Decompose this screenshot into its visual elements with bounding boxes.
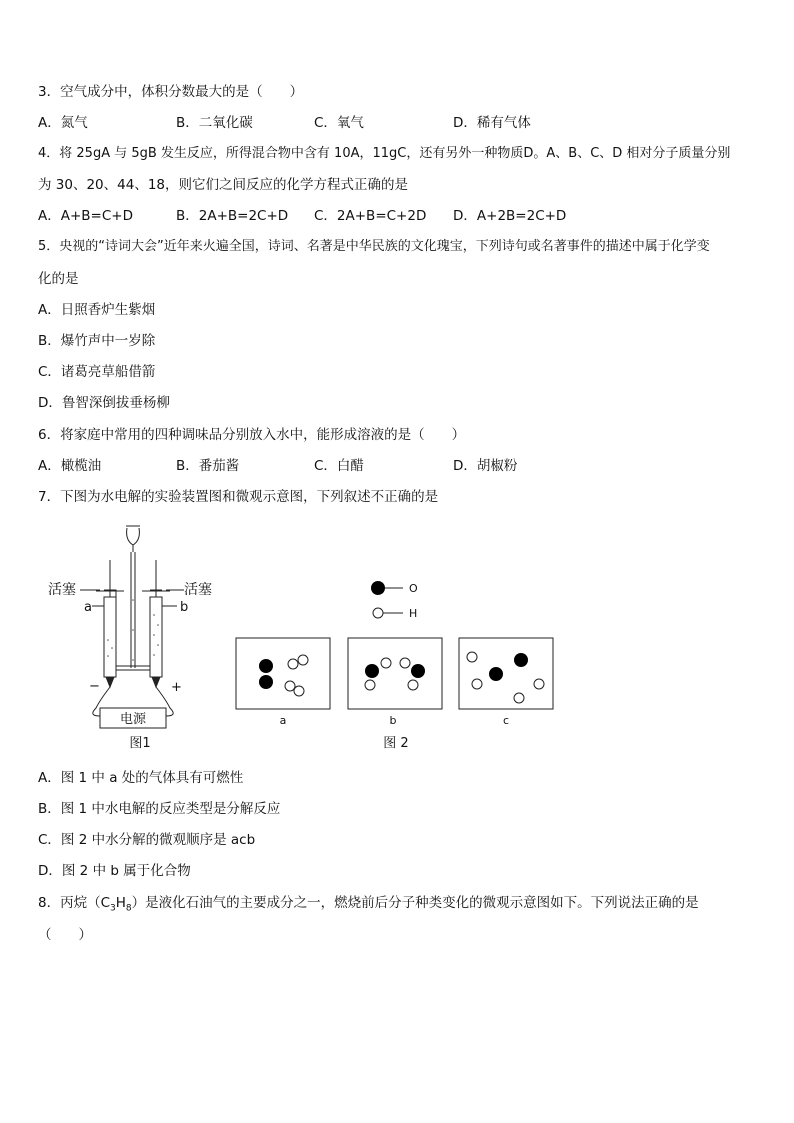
q6-option-d: D．胡椒粉 xyxy=(453,458,518,474)
q3-stem: 3．空气成分中，体积分数最大的是（ ） xyxy=(38,84,304,100)
q4-option-c: C．2A+B=C+2D xyxy=(314,208,427,224)
q4-option-a: A．A+B=C+D xyxy=(38,208,133,224)
oxygen-atom-legend xyxy=(371,581,385,595)
q5-option-a: A．日照香炉生紫烟 xyxy=(38,302,156,318)
q8-subscript-8: 8 xyxy=(125,903,132,914)
q6-stem: 6．将家庭中常用的四种调味品分别放入水中，能形成溶液的是（ ） xyxy=(38,427,466,443)
minus-sign: − xyxy=(89,679,100,694)
figure2-caption: 图 2 xyxy=(383,736,409,751)
q8-stem-suffix: ）是液化石油气的主要成分之一，燃烧前后分子种类变化的微观示意图如下。下列说法正确的是 xyxy=(131,895,699,911)
q6-option-b: B．番茄酱 xyxy=(176,458,240,474)
power-source-label: 电源 xyxy=(119,712,147,727)
box-a-label: a xyxy=(279,714,287,727)
tube-a-label: a xyxy=(84,600,92,615)
q5-stem-line2: 化的是 xyxy=(38,271,79,287)
q8-stem-prefix: 8．丙烷（C xyxy=(38,895,111,911)
q7-stem: 7．下图为水电解的实验装置图和微观示意图，下列叙述不正确的是 xyxy=(38,489,439,505)
q5-option-c: C．诸葛亮草船借箭 xyxy=(38,364,156,380)
q7-option-b: B．图 1 中水电解的反应类型是分解反应 xyxy=(38,801,281,817)
legend-h-label: H xyxy=(409,607,418,620)
q4-stem-line1: 4．将 25gA 与 5gB 发生反应，所得混合物中含有 10A，11gC，还有另外一种物质D。A、B、C、D 相对分子质量分别 xyxy=(38,146,731,161)
q8-stem-line2: （ ） xyxy=(38,927,92,943)
q6-option-a: A．橄榄油 xyxy=(38,458,102,474)
stopcock-left-label: 活塞 xyxy=(48,582,76,598)
box-c-label: c xyxy=(502,714,510,727)
q3-option-a: A．氮气 xyxy=(38,115,88,131)
q7-figures xyxy=(0,520,794,760)
q4-option-d: D．A+2B=2C+D xyxy=(453,208,567,224)
q6-option-c: C．白醋 xyxy=(314,458,364,474)
q7-option-d: D．图 2 中 b 属于化合物 xyxy=(38,863,191,879)
q3-option-d: D．稀有气体 xyxy=(453,115,531,131)
electrolysis-apparatus xyxy=(93,526,173,728)
q5-option-b: B．爆竹声中一岁除 xyxy=(38,333,156,349)
particle-box-b xyxy=(348,638,442,709)
figure1-caption: 图1 xyxy=(129,736,151,751)
q8-stem-line1 xyxy=(38,894,699,918)
q3-option-b: B．二氧化碳 xyxy=(176,115,253,131)
q3-option-c: C．氧气 xyxy=(314,115,364,131)
box-b-label: b xyxy=(389,714,397,727)
legend-o-label: O xyxy=(409,582,418,595)
q5-stem-line1: 5．央视的“诗词大会”近年来火遍全国，诗词、名著是中华民族的文化瑰宝，下列诗句或名著事件的描述中属于化学变 xyxy=(38,239,710,254)
tube-b-label: b xyxy=(180,600,189,615)
q7-option-a: A．图 1 中 a 处的气体具有可燃性 xyxy=(38,770,244,786)
q8-subscript-3: 3 xyxy=(110,903,116,914)
q4-stem-line2: 为 30、20、44、18，则它们之间反应的化学方程式正确的是 xyxy=(38,177,409,193)
stopcock-right-label: 活塞 xyxy=(184,582,212,598)
q5-option-d: D．鲁智深倒拔垂杨柳 xyxy=(38,395,170,411)
q4-option-b: B．2A+B=2C+D xyxy=(176,208,289,224)
hydrogen-atom-legend xyxy=(373,608,383,618)
particle-box-a xyxy=(236,638,330,709)
q7-option-c: C．图 2 中水分解的微观顺序是 acb xyxy=(38,832,256,848)
plus-sign: + xyxy=(171,680,182,695)
q8-stem-h: H xyxy=(115,895,126,911)
particle-box-c xyxy=(459,638,553,709)
